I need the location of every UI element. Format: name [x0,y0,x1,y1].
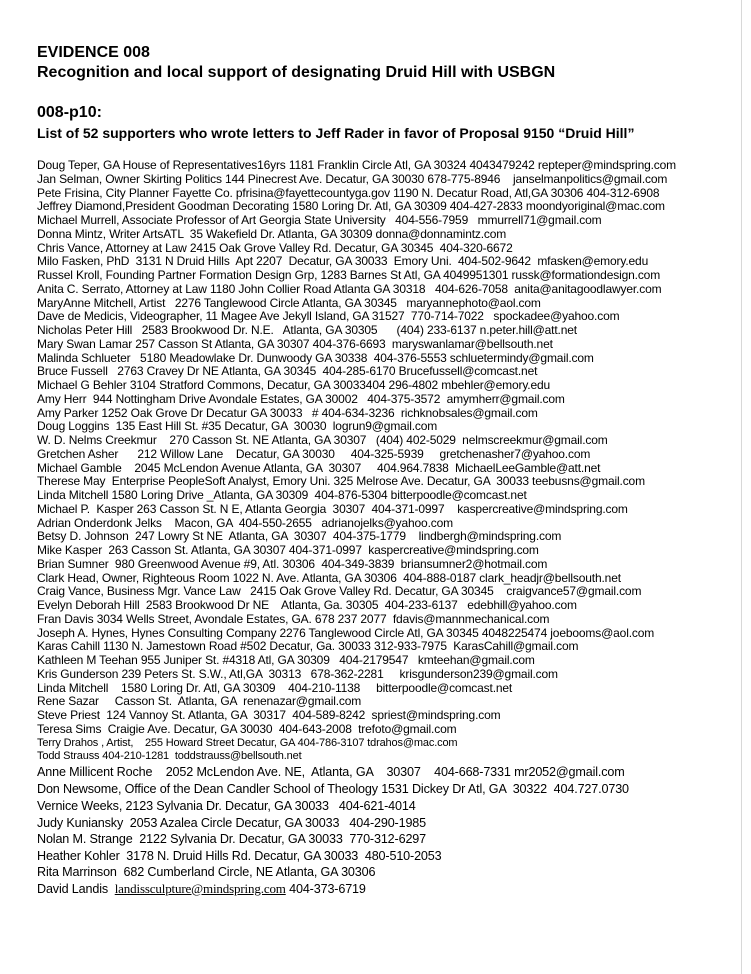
supporter-entry: Michael P. Kasper 263 Casson St. N E, Atlanta Georgia 30307 404-371-0997 kaspercreative@mindspring.com [37,501,628,516]
supporter-entry: Kris Gunderson 239 Peters St. S.W., Atl,GA 30313 678-362-2281 krisgunderson239@gmail.com [37,666,558,681]
supporter-entry: Fran Davis 3034 Wells Street, Avondale Estates, GA. 678 237 2077 fdavis@mannmechanical.com [37,611,550,626]
supporter-entry: Therese May Enterprise PeopleSoft Analyst, Emory Uni. 325 Melrose Ave. Decatur, GA 30033 teebusns@gmail.com [37,474,645,489]
supporter-entry: Craig Vance, Business Mgr. Vance Law 2415 Oak Grove Valley Rd. Decatur, GA 30345 craigvance57@gmail.com [37,584,642,599]
supporter-entry: Linda Mitchell 1580 Loring Drive _Atlanta, GA 30309 404-876-5304 bitterpoodle@comcast.net [37,488,527,502]
supporter-entry: Doug Teper, GA House of Representatives16yrs 1181 Franklin Circle Atl, GA 30324 4043479242 repteper@mindspring.com [37,158,677,172]
supporter-entry: Betsy D. Johnson 247 Lowry St NE Atlanta, GA 30307 404-375-1779 lindbergh@mindspring.com [37,529,562,544]
supporter-entry: Amy Parker 1252 Oak Grove Dr Decatur GA 30033 # 404-634-3236 richknobsales@gmail.com [37,405,538,420]
page-edge-rule [741,0,742,974]
document-title: Recognition and local support of designating Druid Hill with USBGN [37,64,556,81]
supporter-phone: 404-373-6719 [289,881,366,896]
supporter-entry: Evelyn Deborah Hill 2583 Brookwood Dr NE Atlanta, Ga. 30305 404-233-6137 edebhill@yahoo.com [37,598,577,612]
supporter-entry: Rita Marrinson 682 Cumberland Circle, NE Atlanta, GA 30306 [37,865,376,879]
supporter-entry: Brian Sumner 980 Greenwood Avenue #9, Atl. 30306 404-349-3839 briansumner2@hotmail.com [37,556,548,571]
supporter-entry: Vernice Weeks, 2123 Sylvania Dr. Decatur, GA 30033 404-621-4014 [37,799,416,813]
supporter-entry: Nolan M. Strange 2122 Sylvania Dr. Decatur, GA 30033 770-312-6297 [37,832,427,846]
supporter-entry: Michael Murrell, Associate Professor of Art Georgia State University 404-556-7959 mmurrell71@gmail.com [37,213,602,227]
supporter-entry: Chris Vance, Attorney at Law 2415 Oak Grove Valley Rd. Decatur, GA 30345 404-320-6672 [37,240,513,255]
supporter-entry: Donna Mintz, Writer ArtsATL 35 Wakefield Dr. Atlanta, GA 30309 donna@donnamintz.com [37,226,507,241]
supporter-entry: Dave de Medicis, Videographer, 11 Magee Ave Jekyll Island, GA 31527 770-714-7022 spockadee@yahoo.com [37,309,620,324]
supporter-entry: Teresa Sims Craigie Ave. Decatur, GA 30030 404-643-2008 trefoto@gmail.com [37,721,457,736]
supporter-entry: Steve Priest 124 Vannoy St. Atlanta, GA 30317 404-589-8242 spriest@mindspring.com [37,708,501,722]
supporter-entry: Todd Strauss 404-210-1281 toddstrauss@bellsouth.net [37,750,302,763]
supporter-entry: Michael Gamble 2045 McLendon Avenue Atlanta, GA 30307 404.964.7838 MichaelLeeGamble@att.net [37,460,601,475]
supporter-entry: Rene Sazar Casson St. Atlanta, GA renenazar@gmail.com [37,694,362,709]
supporter-entry: Gretchen Asher 212 Willow Lane Decatur, GA 30030 404-325-5939 gretchenasher7@yahoo.com [37,446,591,461]
supporter-entry: Jan Selman, Owner Skirting Politics 144 Pinecrest Ave. Decatur, GA 30030 678-775-8946 janselmanpolitics@gmail.com [37,171,668,186]
evidence-label: EVIDENCE 008 [37,44,150,61]
supporter-entry: Kathleen M Teehan 955 Juniper St. #4318 Atl, GA 30309 404-2179547 kmteehan@gmail.com [37,653,535,667]
supporter-email-link[interactable]: landissculpture@mindspring.com [114,880,286,896]
supporter-entry: W. D. Nelms Creekmur 270 Casson St. NE Atlanta, GA 30307 (404) 402-5029 nelmscreekmur@gmail.com [37,433,608,447]
supporter-entry: Judy Kuniansky 2053 Azalea Circle Decatur, GA 30033 404-290-1985 [37,815,427,830]
supporter-entry: Nicholas Peter Hill 2583 Brookwood Dr. N.E. Atlanta, GA 30305 (404) 233-6137 n.peter.hill@att.net [37,323,577,337]
supporter-entry: Amy Herr 944 Nottingham Drive Avondale Estates, GA 30002 404-375-3572 amymherr@gmail.com [37,391,565,406]
supporter-entry: Mike Kasper 263 Casson St. Atlanta, GA 30307 404-371-0997 kaspercreative@mindspring.com [37,543,539,557]
supporter-entry: Don Newsome, Office of the Dean Candler School of Theology 1531 Dickey Dr Atl, GA 30322 404.727.0730 [37,782,629,796]
supporter-entry: Pete Frisina, City Planner Fayette Co. pfrisina@fayettecountyga.gov 1190 N. Decatur Road, Atl,GA 30306 404-312-6908 [37,185,660,200]
supporter-entry: Malinda Schlueter 5180 Meadowlake Dr. Dunwoody GA 30338 404-376-5553 schluetermindy@gmail.com [37,350,594,365]
supporter-entry-last [37,881,737,898]
supporter-entry: Terry Drahos , Artist, 255 Howard Street Decatur, GA 404-786-3107 tdrahos@mac.com [37,736,458,749]
supporter-entry: Mary Swan Lamar 257 Casson St Atlanta, GA 30307 404-376-6693 maryswanlamar@bellsouth.net [37,336,553,351]
supporter-entry: Adrian Onderdonk Jelks Macon, GA 404-550-2655 adrianojelks@yahoo.com [37,515,453,530]
supporter-entry: Russel Kroll, Founding Partner Formation Design Grp, 1283 Barnes St Atl, GA 4049951301 russk@formationdesign.com [37,268,661,282]
supporter-entry: Milo Fasken, PhD 3131 N Druid Hills Apt 2207 Decatur, GA 30033 Emory Uni. 404-502-9642 mfasken@emory.edu [37,254,649,269]
section-id: 008-p10: [37,104,102,121]
document-header [37,43,737,83]
supporter-entry: Karas Cahill 1130 N. Jamestown Road #502 Decatur, Ga. 30033 312-933-7975 KarasCahill@gmail.com [37,639,579,654]
supporter-name: David Landis [37,881,109,896]
supporter-entry: Anita C. Serrato, Attorney at Law 1180 John Collier Road Atlanta GA 30318 404-626-7058 anita@anitagoodlawyer.com [37,281,662,296]
supporter-entry: Joseph A. Hynes, Hynes Consulting Company 2276 Tanglewood Circle Atl, GA 30345 4048225474 joebooms@aol.com [37,625,655,640]
supporter-entry: Clark Head, Owner, Righteous Room 1022 N. Ave. Atlanta, GA 30306 404-888-0187 clark_headjr@bellsouth.net [37,570,621,585]
supporter-entry: Bruce Fussell 2763 Cravey Dr NE Atlanta, GA 30345 404-285-6170 Brucefussell@comcast.net [37,364,538,379]
supporter-entry: Heather Kohler 3178 N. Druid Hills Rd. Decatur, GA 30033 480-510-2053 [37,848,442,863]
supporter-entry: Doug Loggins 135 East Hill St. #35 Decatur, GA 30030 logrun9@gmail.com [37,419,438,434]
section-subtitle: List of 52 supporters who wrote letters to Jeff Rader in favor of Proposal 9150 “Druid Hill” [37,125,635,141]
supporter-entry: Anne Millicent Roche 2052 McLendon Ave. NE, Atlanta, GA 30307 404-668-7331 mr2052@gmail.com [37,765,625,779]
supporter-entry: Michael G Behler 3104 Stratford Commons, Decatur, GA 30033404 296-4802 mbehler@emory.edu [37,378,551,392]
supporter-entry: Linda Mitchell 1580 Loring Dr. Atl, GA 30309 404-210-1138 bitterpoodle@comcast.net [37,680,513,695]
supporter-list [37,159,737,897]
supporter-entry: MaryAnne Mitchell, Artist 2276 Tanglewood Circle Atlanta, GA 30345 maryannephoto@aol.com [37,295,541,310]
supporter-entry: Jeffrey Diamond,President Goodman Decorating 1580 Loring Dr. Atl, GA 30309 404-427-2833 moondyoriginal@mac.com [37,199,665,214]
